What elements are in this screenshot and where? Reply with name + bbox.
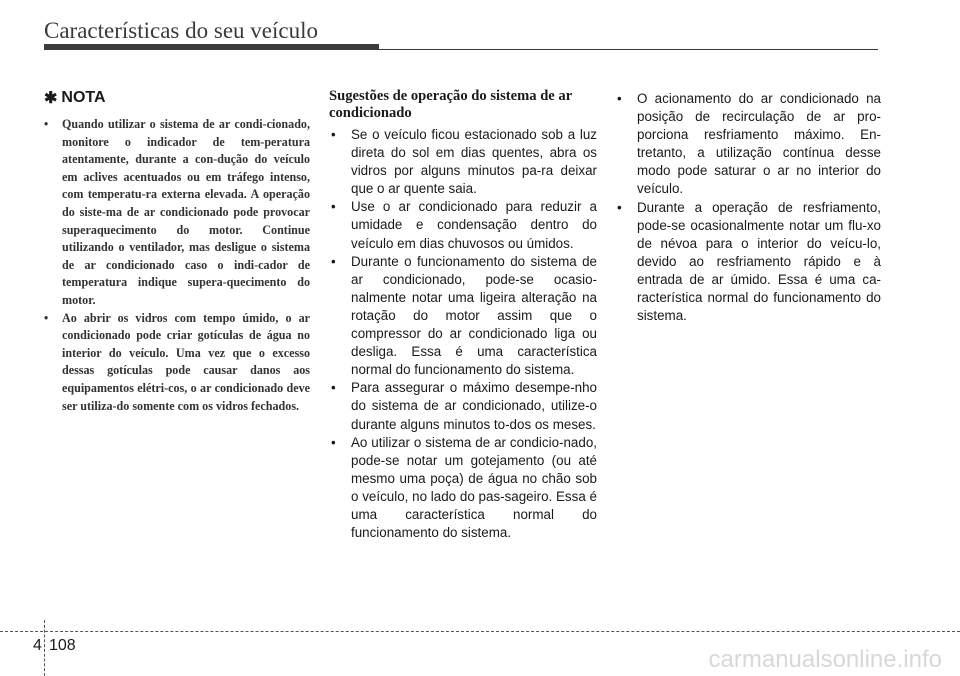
section-heading: Sugestões de operação do sistema de ar condicionado [329, 88, 572, 121]
page-header-title: Características do seu veículo [44, 18, 318, 43]
suggestion-item: • Ao utilizar o sistema de ar condicio-nado, pode-se notar um gotejamento (ou até mesmo uma poça) de água no chão sob o veículo, no lado do pas-sageiro. Essa é uma característica normal do funcionamento do sistema. [329, 434, 597, 543]
page-number: 108 [49, 637, 76, 654]
footer-rule [0, 631, 960, 632]
suggestions-continued-list [615, 90, 881, 325]
suggestions-continued-column [615, 88, 881, 325]
nota-item: • Ao abrir os vidros com tempo úmido, o ar condicionado pode criar gotículas de água no interior do veículo. Uma vez que o excesso dessas gotículas pode causar danos aos equipamentos elétri-cos, o ar condicionado deve ser utiliza-do somente com os vidros fechados. [44, 310, 310, 416]
chapter-number: 4 [33, 637, 42, 654]
suggestion-item: • Use o ar condicionado para reduzir a umidade e condensação dentro do veículo em dias chuvosos ou úmidos. [329, 198, 597, 252]
suggestion-item: • Se o veículo ficou estacionado sob a luz direta do sol em dias quentes, abra os vidros por alguns minutos pa-ra deixar que o ar quente saia. [329, 126, 597, 198]
nota-column [44, 88, 310, 415]
suggestions-column [329, 88, 597, 542]
nota-item: • Quando utilizar o sistema de ar condi-cionado, monitore o indicador de tem-peratura atentamente, durante a con-dução do veículo em aclives acentuados ou em tráfego intenso, com temperatu-ra externa elevada. A operação do siste-ma de ar condicionado pode provocar superaquecimento do motor. Continue utilizando o ventilador, mas desligue o sistema de ar condicionado caso o indi-cador de temperatura indique supera-quecimento do motor. [44, 116, 310, 310]
watermark: carmanualsonline.info [708, 646, 942, 673]
suggestions-list [329, 126, 597, 542]
header-rule-thick [44, 44, 379, 50]
header-rule-thin [379, 49, 878, 50]
nota-title-text: NOTA [61, 89, 106, 106]
suggestion-item: • Durante o funcionamento do sistema de ar condicionado, pode-se ocasio-nalmente notar uma ligeira alteração na rotação do motor assim que o compressor do ar condicionado liga ou desliga. Essa é uma característica normal do funcionamento do sistema. [329, 253, 597, 380]
suggestion-item: • Durante a operação de resfriamento, pode-se ocasionalmente notar um flu-xo de névoa para o interior do veícu-lo, devido ao resfriamento rápido e à entrada de ar úmido. Essa é uma ca-racterística normal do funcionamento do sistema. [615, 199, 881, 326]
nota-list [44, 116, 310, 415]
nota-title [44, 88, 310, 108]
asterisk-cross-icon: ✱ [44, 90, 58, 107]
footer-divider [44, 620, 45, 676]
suggestion-item: • Para assegurar o máximo desempe-nho do sistema de ar condicionado, utilize-o durante alguns minutos to-dos os meses. [329, 379, 597, 433]
suggestion-item: • O acionamento do ar condicionado na posição de recirculação de ar pro-porciona resfriamento máximo. En-tretanto, a utilização contínua desse modo pode saturar o ar no interior do veículo. [615, 90, 881, 199]
